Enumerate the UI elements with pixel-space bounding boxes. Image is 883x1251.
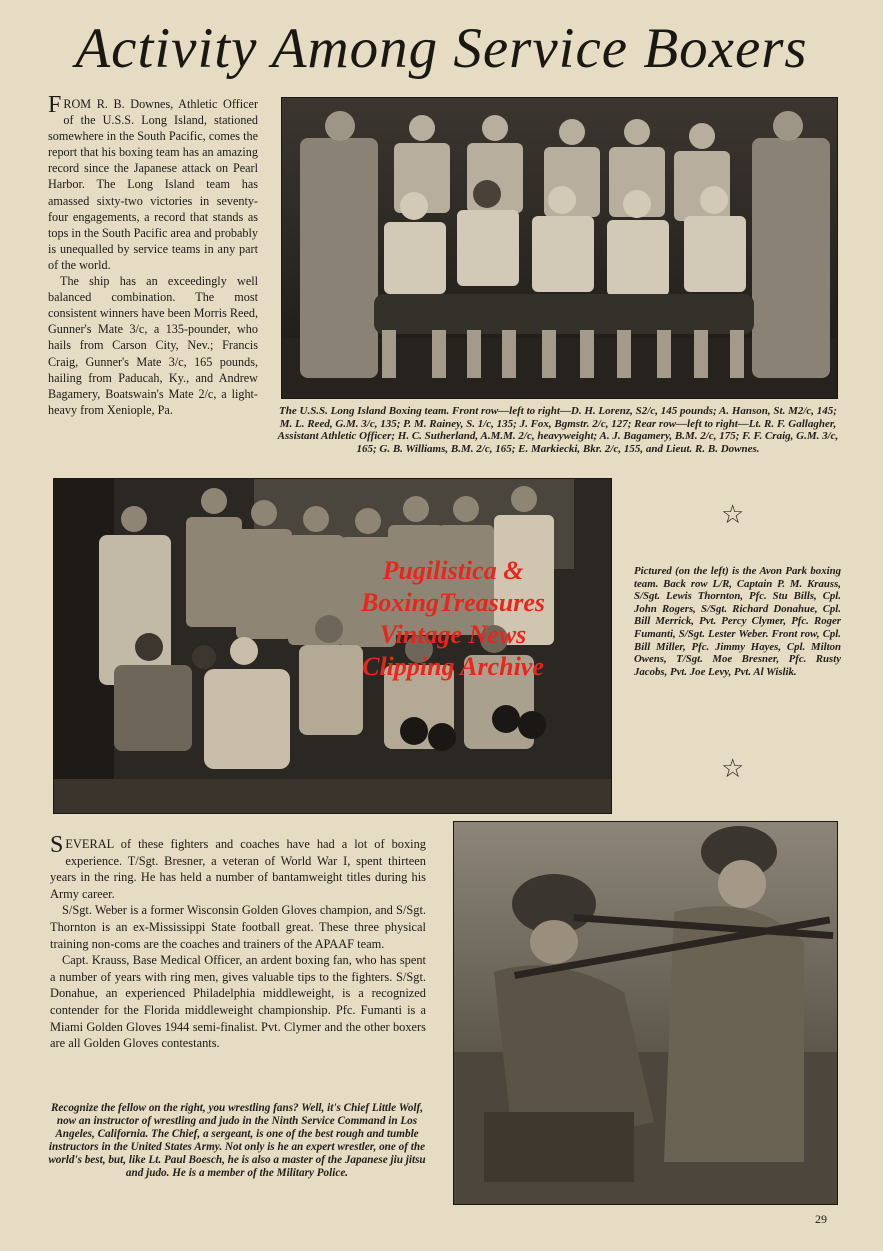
watermark-line-1: Pugilistica & <box>382 556 524 585</box>
watermark-line-3: Vintage News <box>379 620 527 649</box>
chief-little-wolf-caption: Recognize the fellow on the right, you wrestling fans? Well, it's Chief Little Wolf, now an instructor of wrestling and judo in the Ninth Service Command in Los Angeles, California. The Chief, a sergeant, is one of the best rough and tumble instructors in the United States Army. Not only is he an expert wrestler, one of the world's best, but, like Lt. Paul Boesch, he is also a master of the Japanese jiu jitsu and judo. He is a member of the Military Police. <box>48 1102 426 1179</box>
long-island-team-photo <box>281 97 838 399</box>
body-paragraph-3: Capt. Krauss, Base Medical Officer, an ardent boxing fan, who has spent a number of years with ring men, gives valuable tips to the fighters. S/Sgt. Donahue, an experienced Philadelphia middleweight, is a recognized contender for the Florida middleweight championship. Pfc. Fumanti is a Miami Golden Gloves 1944 semi-finalist. Pvt. Clymer and the other boxers are all Golden Gloves contestants. <box>50 953 426 1051</box>
soldiers-photo-graphic <box>454 822 837 1204</box>
team-photo-graphic <box>282 98 837 398</box>
avon-park-caption: Pictured (on the left) is the Avon Park boxing team. Back row L/R, Captain P. M. Krauss, S/Sgt. Lewis Thornton, Pfc. Stu Bills, Cpl. John Rogers, S/Sgt. Richard Donahue, Cpl. Bill Merrick, Pvt. Percy Clymer, Pfc. Roger Fumanti, S/Sgt. Lester Weber. Front row, Cpl. Bill Miller, Pfc. Jimmy Hayes, Cpl. Milton Owens, T/Sgt. Moe Bresner, Pfc. Rusty Jacobs, Pvt. Joe Levy, Pvt. Al Wislik. <box>634 565 841 678</box>
star-icon: ☆ <box>721 754 745 783</box>
body-paragraph-1: SEVERAL of these fighters and coaches have had a lot of boxing experience. T/Sgt. Bresner, a veteran of World War I, spent thirteen years in the ring. He has held a number of bantamweight titles during his Army career. <box>50 832 426 901</box>
long-island-caption: The U.S.S. Long Island Boxing team. Front row—left to right—D. H. Lorenz, S2/c, 145 pounds; A. Hanson, St. M2/c, 145; M. L. Reed, G.M. 3/c, 135; P. M. Rainey, S. 1/c, 135; J. Fox, Bgmstr. 2/c, 127; Rear row—left to right—Lt. R. F. Gallagher, Assistant Athletic Officer; H. C. Sutherland, A.M.M. 2/c, heavyweight; A. J. Bagamery, B.M. 2/c, 175; F. F. Craig, G.M. 3/c, 165; G. B. Williams, B.M. 2/c, 165; E. Markiecki, Bkr. 2/c, 155, and Lieut. R. B. Downes. <box>277 405 839 455</box>
chief-little-wolf-photo <box>453 821 838 1205</box>
star-icon: ☆ <box>721 500 745 529</box>
intro-paragraph-2: The ship has an exceedingly well balanced combination. The most consistent winners have been Morris Reed, Gunner's Mate 3/c, a 135-pounder, who hails from Carson City, Nev.; Francis Craig, Gunner's Mate 3/c, 165 pounds, hailing from Paducah, Ky., and Andrew Bagamery, Boatswain's Mate 2/c, a light-heavy from Xeniople, Pa. <box>48 274 258 417</box>
dropcap: S <box>50 832 64 858</box>
page-number: 29 <box>815 1212 827 1226</box>
archive-watermark <box>318 555 588 683</box>
dropcap: F <box>48 92 62 118</box>
intro-paragraph-1: FROM R. B. Downes, Athletic Officer of the U.S.S. Long Island, stationed somewhere in the South Pacific, comes the report that his boxing team has an amazing record since the Japanese attack on Pearl Harbor. The Long Island team has amassed sixty-two victories in seventy-four engagements, a record that stands as tops in the South Pacific area and probably is unequalled by service teams in any part of the world. <box>48 92 258 272</box>
watermark-line-4: Clipping Archive <box>362 652 544 681</box>
body-paragraph-2: S/Sgt. Weber is a former Wisconsin Golden Gloves champion, and S/Sgt. Thornton is an ex-Mississippi State football great. These three physical training non-coms are the coaches and trainers of the APAAF team. <box>50 903 426 951</box>
body-text-column <box>50 832 426 1052</box>
intro-column <box>48 92 258 418</box>
page-title: Activity Among Service Boxers <box>75 17 808 80</box>
watermark-line-2: BoxingTreasures <box>361 588 545 617</box>
